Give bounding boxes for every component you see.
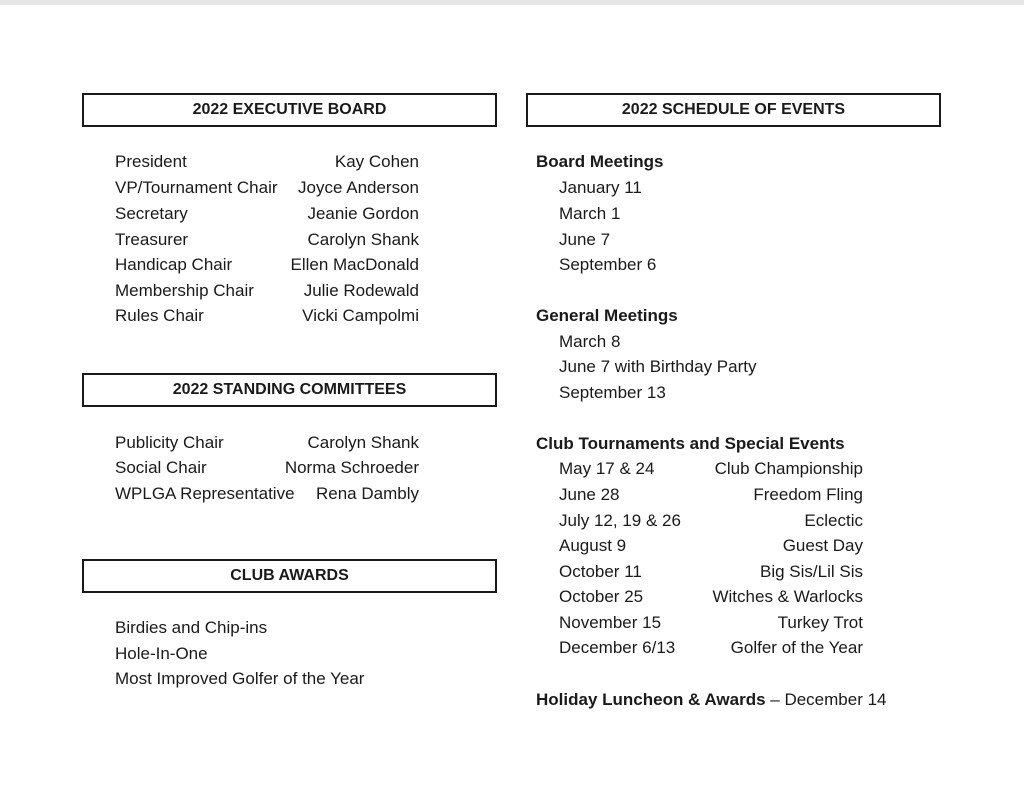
committee-name: Rena Dambly [316,484,419,503]
schedule-header: 2022 SCHEDULE OF EVENTS [526,93,941,127]
event-name: Club Championship [714,459,863,478]
committee-name: Norma Schroeder [284,458,419,477]
board-role: President [115,152,187,171]
event-date: November 15 [559,613,662,632]
event-date: June 28 [559,485,620,504]
committee-role: Publicity Chair [115,433,224,452]
general-meetings-heading: General Meetings [536,306,678,325]
board-name: Jeanie Gordon [307,204,419,223]
event-row [559,611,863,635]
board-role: Secretary [115,204,188,223]
event-name: Guest Day [782,536,863,555]
event-name: Big Sis/Lil Sis [760,562,863,581]
board-name: Carolyn Shank [307,230,419,249]
event-row [559,483,863,507]
meeting-date: September 13 [559,383,666,402]
event-date: December 6/13 [559,638,676,657]
board-name: Kay Cohen [334,152,419,171]
board-role: Membership Chair [115,281,254,300]
board-name: Ellen MacDonald [290,255,419,274]
board-row [115,150,419,174]
event-date: August 9 [559,536,627,555]
top-border [0,0,1024,5]
board-row [115,279,419,303]
committee-row [115,431,419,455]
board-row [115,253,419,277]
board-meetings-heading: Board Meetings [536,152,664,171]
event-name: Eclectic [804,511,863,530]
event-row [559,585,863,609]
board-role: VP/Tournament Chair [115,178,278,197]
meeting-date: June 7 with Birthday Party [559,357,757,376]
holiday-separator: – [765,690,785,709]
event-date: October 11 [559,562,642,581]
holiday-date: December 14 [784,690,887,709]
committee-role: WPLGA Representative [115,484,295,503]
board-row [115,202,419,226]
event-row [559,534,863,558]
board-role: Treasurer [115,230,189,249]
committee-row [115,456,419,480]
executive-board-header: 2022 EXECUTIVE BOARD [82,93,497,127]
club-awards-header: CLUB AWARDS [82,559,497,593]
holiday-label: Holiday Luncheon & Awards [536,690,766,709]
tournaments-heading: Club Tournaments and Special Events [536,434,845,453]
meeting-date: June 7 [559,230,611,249]
board-name: Vicki Campolmi [302,306,419,325]
board-row [115,304,419,328]
event-name: Turkey Trot [777,613,863,632]
award-item: Birdies and Chip-ins [115,618,268,637]
award-item: Hole-In-One [115,644,208,663]
event-name: Freedom Fling [753,485,863,504]
standing-committees-header: 2022 STANDING COMMITTEES [82,373,497,407]
board-role: Handicap Chair [115,255,233,274]
event-row [559,509,863,533]
board-name: Joyce Anderson [298,178,419,197]
event-name: Witches & Warlocks [712,587,863,606]
committee-row [115,482,419,506]
event-row [559,636,863,660]
board-role: Rules Chair [115,306,204,325]
event-date: July 12, 19 & 26 [559,511,681,530]
board-row [115,176,419,200]
board-row [115,228,419,252]
meeting-date: September 6 [559,255,657,274]
meeting-date: March 8 [559,332,621,351]
event-row [559,457,863,481]
event-row [559,560,863,584]
award-item: Most Improved Golfer of the Year [115,669,365,688]
meeting-date: January 11 [559,178,642,197]
holiday-line [536,688,887,712]
event-date: October 25 [559,587,644,606]
committee-role: Social Chair [115,458,207,477]
board-name: Julie Rodewald [303,281,419,300]
event-name: Golfer of the Year [730,638,863,657]
meeting-date: March 1 [559,204,621,223]
event-date: May 17 & 24 [559,459,655,478]
committee-name: Carolyn Shank [307,433,419,452]
